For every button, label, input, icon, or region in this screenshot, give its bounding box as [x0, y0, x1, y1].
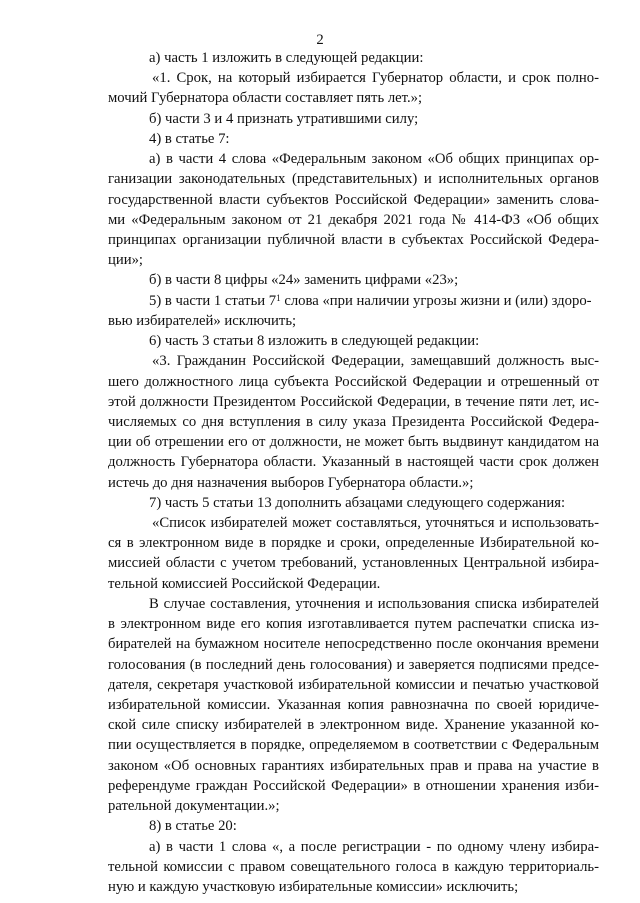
superscript: 1	[276, 292, 281, 303]
page-number: 2	[316, 32, 324, 48]
text-line: рательной документации.»;	[108, 798, 280, 815]
text-line: тельной комиссии с правом совещательного голоса в каждую территориаль-	[108, 858, 599, 875]
text-line: голосования (в последний день голосования) и заверяется подписями предсе-	[108, 656, 599, 673]
text-line: «1. Срок, на который избирается Губернатор области, и срок полно-	[152, 70, 599, 87]
text-line: должность Губернатора области. Указанный в настоящей части срок должен	[108, 454, 599, 471]
text-line: принципах организации публичной власти в субъектах Российской Федера-	[108, 231, 599, 248]
text-line: бирателей на бумажном носителе непосредственно после окончания времени	[108, 636, 599, 653]
text-line: референдуме граждан Российской Федерации» в отношении хранения изби-	[108, 777, 599, 794]
text-line: ции об отрешении его от должности, не может быть выдвинут кандидатом на	[108, 434, 599, 451]
text-line: миссией области с учетом требований, установленных Центральной избира-	[108, 555, 599, 572]
text-line	[149, 292, 599, 310]
text-line: этой должности Президентом Российской Федерации, в течение пяти лет, ис-	[108, 393, 599, 410]
text-line: ции»;	[108, 252, 144, 269]
text-line: 8) в статье 20:	[149, 818, 237, 835]
text-line: б) части 3 и 4 признать утратившими силу;	[149, 110, 419, 127]
text-line: 4) в статье 7:	[149, 130, 230, 147]
text-line: дателя, секретаря участковой избирательной комиссии и печатью участковой	[108, 676, 599, 693]
text-line: «3. Гражданин Российской Федерации, замещавший должность выс-	[152, 353, 599, 370]
text-line: в электронном виде его копия изготавливается путем распечатки списка из-	[108, 616, 599, 633]
text-line: а) в части 1 слова «, а после регистрации - по одному члену избира-	[149, 838, 599, 855]
text-fragment: 5) в части 1 статьи 7	[149, 292, 277, 309]
text-line: ную и каждую участковую избирательные комиссии» исключить;	[108, 879, 519, 895]
text-line: государственной власти субъектов Российской Федерации» заменить слова-	[108, 191, 599, 208]
text-line: а) часть 1 изложить в следующей редакции:	[149, 50, 424, 66]
text-line: ми «Федеральным законом от 21 декабря 2021 года № 414-ФЗ «Об общих	[108, 211, 599, 228]
text-line: ся в электронном виде в порядке и сроки, определенные Избирательной ко-	[108, 535, 599, 552]
text-line: В случае составления, уточнения и использования списка избирателей	[149, 595, 599, 612]
text-line: ганизации законодательных (представительных) и исполнительных органов	[108, 171, 599, 188]
text-line: вью избирателей» исключить;	[108, 312, 297, 329]
text-line: шего должностного лица субъекта Российской Федерации и отрешенный от	[108, 373, 599, 390]
text-fragment: слова «при наличии угрозы жизни и (или) здоро-	[280, 292, 592, 309]
text-line: законом «Об основных гарантиях избирательных прав и права на участие в	[108, 757, 599, 774]
text-line: пии осуществляется в порядке, определяемом в соответствии с Федеральным	[108, 737, 599, 754]
text-line: числяемых со дня вступления в силу указа Президента Российской Федера-	[108, 413, 599, 430]
text-line: 7) часть 5 статьи 13 дополнить абзацами следующего содержания:	[149, 494, 566, 511]
text-line: избирательной комиссии. Указанная копия равнозначна по своей юридиче-	[108, 697, 599, 714]
text-line: б) в части 8 цифры «24» заменить цифрами «23»;	[149, 272, 459, 289]
text-line: а) в части 4 слова «Федеральным законом «Об общих принципах ор-	[149, 151, 599, 168]
text-line: ской силе списку избирателей в электронном виде. Хранение указанной ко-	[108, 717, 599, 734]
text-line: 6) часть 3 статьи 8 изложить в следующей редакции:	[149, 333, 480, 350]
text-line: истечь до дня назначения выборов Губернатора области.»;	[108, 474, 474, 491]
text-line: мочий Губернатора области составляет пять лет.»;	[108, 90, 423, 107]
text-line: тельной комиссией Российской Федерации.	[108, 575, 381, 592]
text-line: «Список избирателей может составляться, уточняться и использовать-	[152, 515, 599, 532]
